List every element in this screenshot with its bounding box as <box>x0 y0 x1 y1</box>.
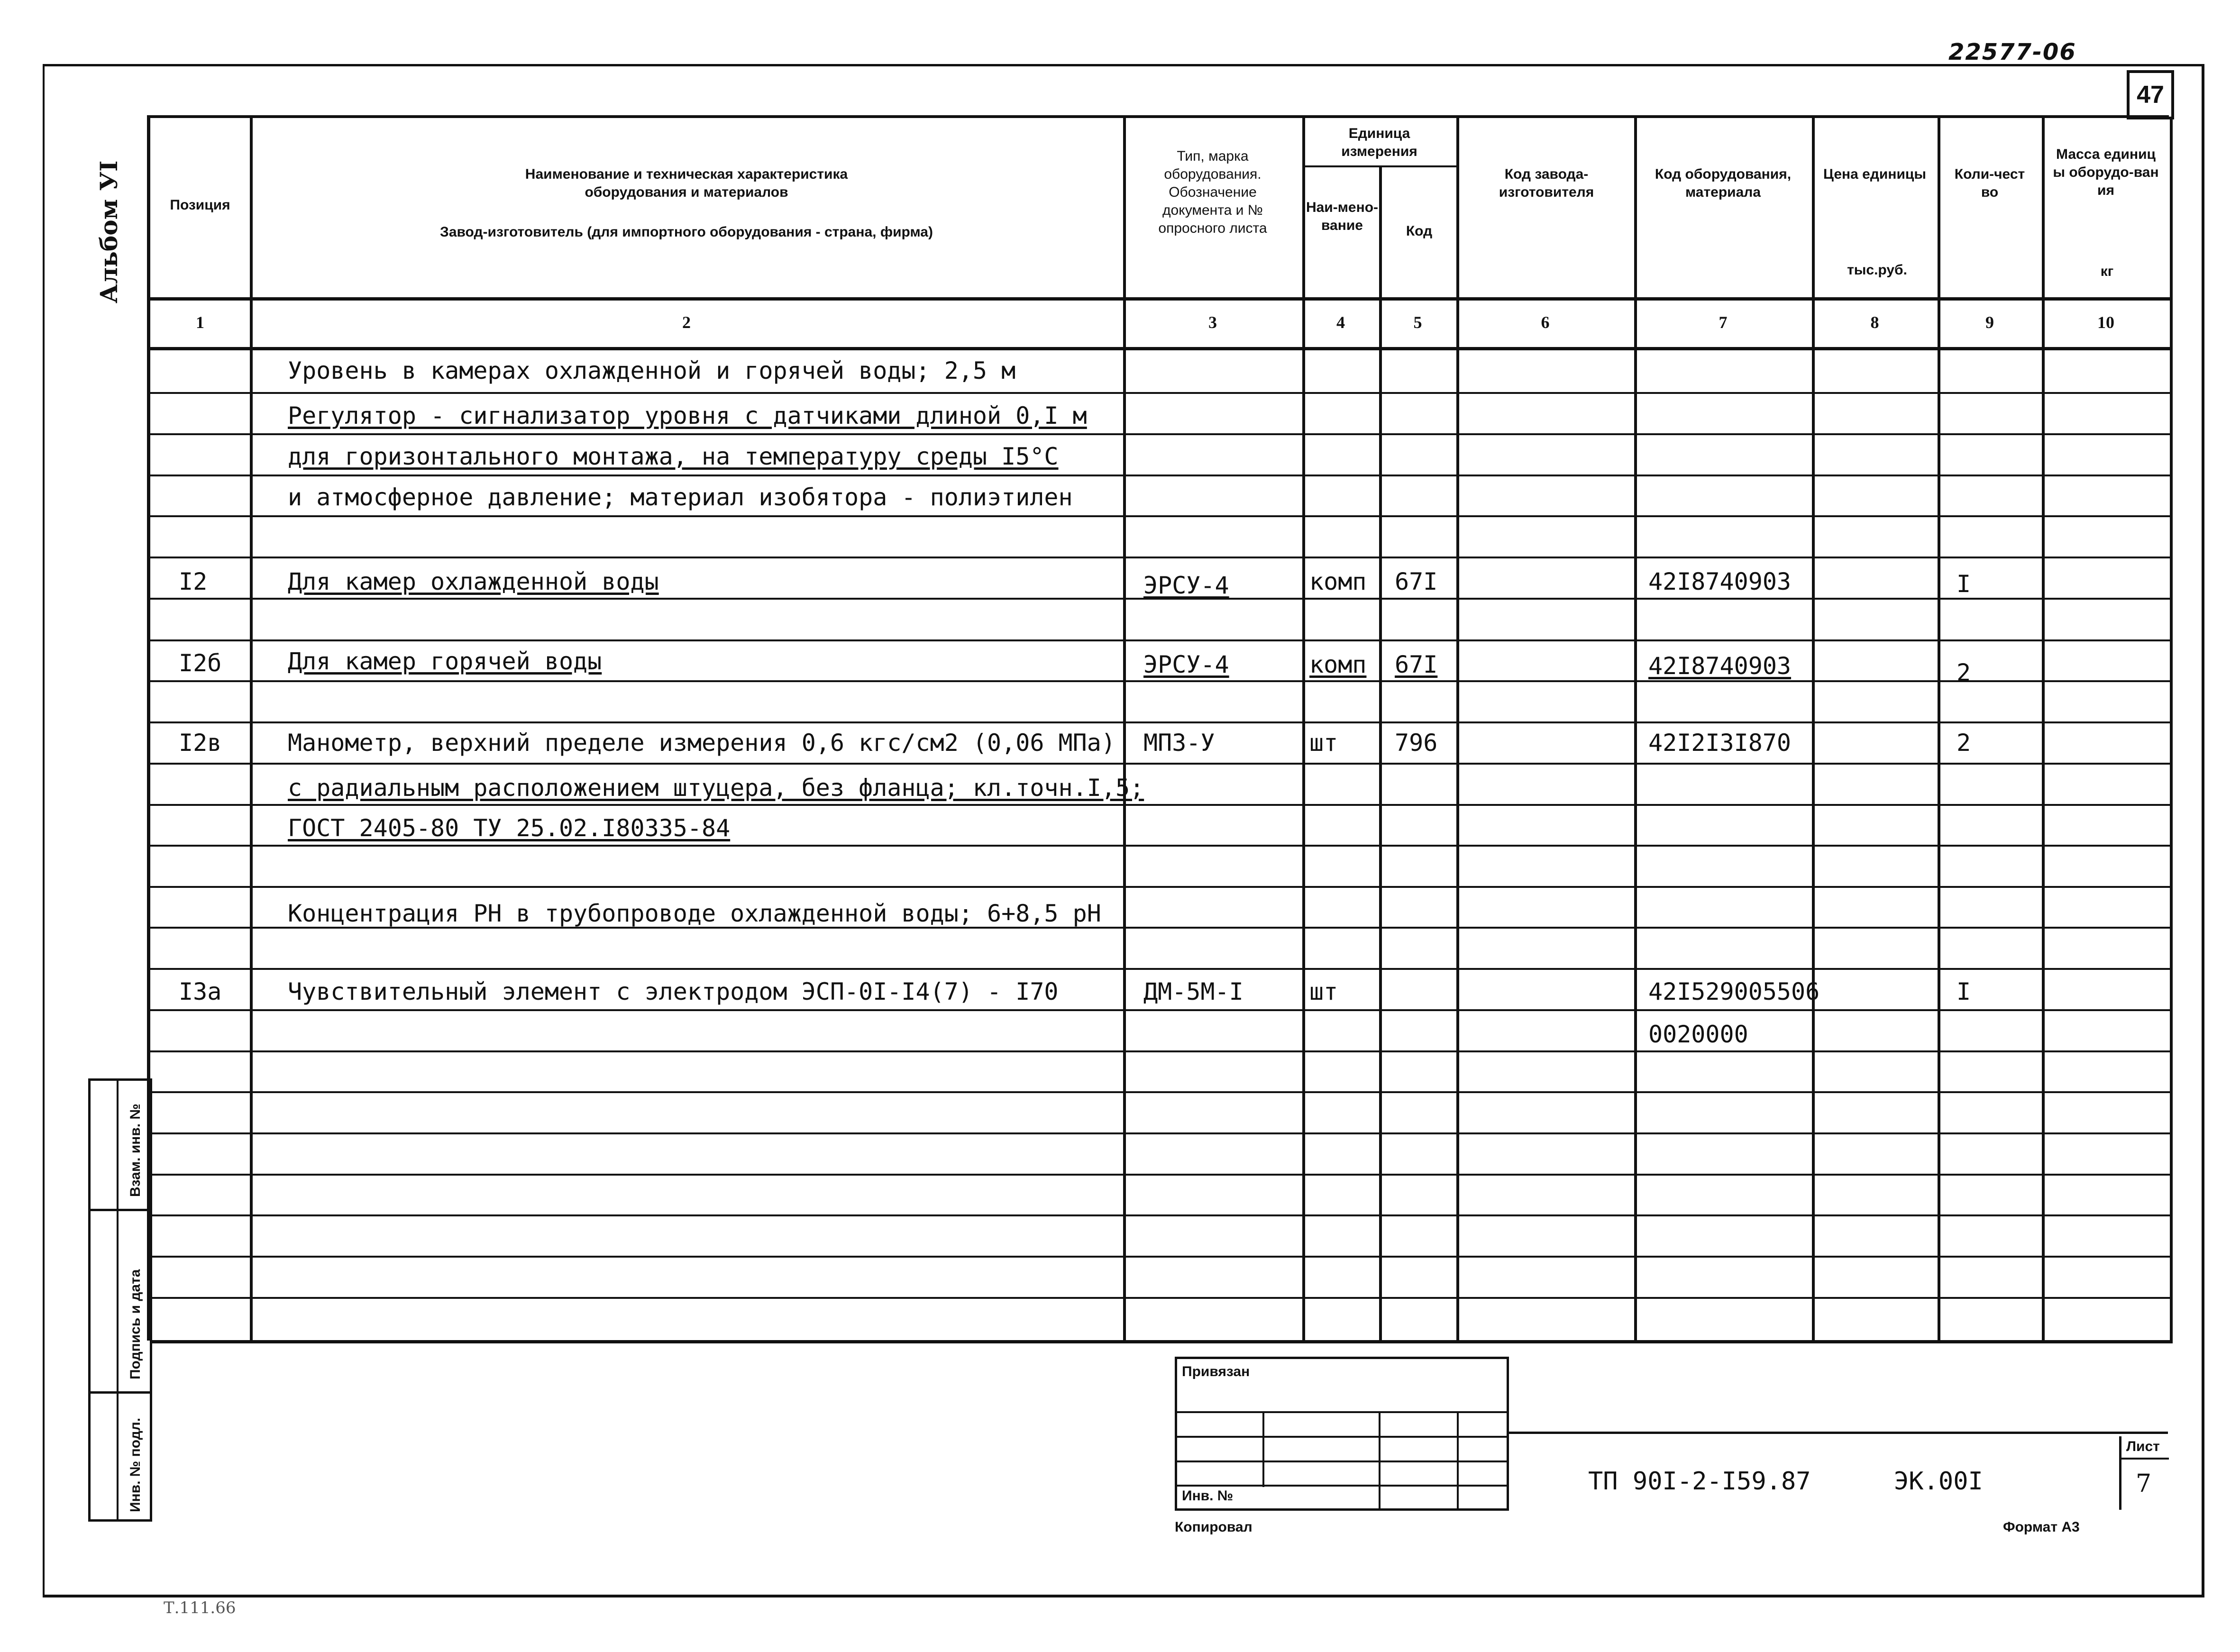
inventory-label: Инв. № <box>1182 1488 1234 1504</box>
header-unit-group: Единица измерения <box>1341 126 1417 159</box>
row-equipment-code: 0020000 <box>1648 1021 1748 1048</box>
column-number: 10 <box>2097 313 2114 332</box>
col-divider <box>1302 118 1305 1343</box>
row-position: I2в <box>179 729 222 757</box>
col-divider <box>1634 118 1637 1343</box>
header-name-line3: Завод-изготовитель (для импортного оборудования - страна, фирма) <box>440 224 933 240</box>
bound-block <box>1175 1357 1509 1511</box>
header-mass: Масса единицы оборудо-вания <box>2053 146 2159 198</box>
sheet-block <box>2119 1436 2168 1510</box>
header-equipment-code: Код оборудования, материала <box>1655 166 1792 200</box>
column-number: 1 <box>196 313 204 332</box>
row-name: ГОСТ 2405-80 ТУ 25.02.I80335-84 <box>288 814 731 842</box>
header-factory-code: Код завода-изготовителя <box>1499 166 1594 200</box>
row-type: ЭРСУ-4 <box>1143 651 1229 678</box>
row-unit-code: 67I <box>1395 568 1438 595</box>
row-name: Регулятор - сигнализатор уровня с датчиками длиной 0,I м <box>288 402 1087 429</box>
col-divider <box>1379 165 1382 1343</box>
col-divider <box>1123 118 1126 1343</box>
stamp-label-replacement: Взам. инв. № <box>128 1104 143 1197</box>
column-number: 9 <box>1985 313 1994 332</box>
row-type: МПЗ-У <box>1143 729 1215 757</box>
column-number: 4 <box>1336 313 1345 332</box>
row-equipment-code: 42I8740903 <box>1648 652 1792 680</box>
footer-mark: Т.111.66 <box>164 1598 236 1617</box>
number-row-divider <box>150 347 2172 350</box>
sheet-number: 7 <box>2136 1469 2152 1498</box>
header-price: Цена единицы <box>1823 166 1926 182</box>
specification-table <box>147 115 2169 1341</box>
copied-label: Копировал <box>1175 1519 1253 1535</box>
column-number: 7 <box>1719 313 1728 332</box>
row-name: Для камер охлажденной воды <box>288 568 659 595</box>
header-divider <box>150 297 2172 301</box>
column-number: 2 <box>682 313 691 332</box>
header-name-line1: Наименование и техническая характеристика <box>525 166 848 182</box>
stamp-label-inventory: Инв. № подл. <box>128 1417 143 1512</box>
row-quantity: 2 <box>1957 729 1971 757</box>
title-divider <box>1509 1432 2168 1434</box>
header-type: Тип, марка оборудования. Обозначение документа и № опросного листа <box>1158 148 1267 236</box>
header-name-line2: оборудования и материалов <box>585 184 788 200</box>
header-position: Позиция <box>170 197 230 213</box>
designation: ТП 90I-2-I59.87 <box>1588 1467 1811 1496</box>
row-equipment-code: 42I2I3I870 <box>1648 729 1792 757</box>
column-number: 5 <box>1413 313 1422 332</box>
row-position: I2б <box>179 649 222 677</box>
column-number: 8 <box>1870 313 1879 332</box>
row-name: и атмосферное давление; материал изобятора - полиэтилен <box>288 484 1073 511</box>
col-divider <box>250 118 253 1343</box>
row-position: I3а <box>179 978 222 1005</box>
row-unit: шт <box>1309 978 1338 1005</box>
row-name: для горизонтального монтажа, на температуру среды I5°С <box>288 443 1059 470</box>
row-name: Концентрация РН в трубопроводе охлажденной воды; 6+8,5 рН <box>288 900 1101 927</box>
album-label: Альбом УI <box>95 160 123 303</box>
bound-label: Привязан <box>1182 1364 1250 1379</box>
row-unit-code: 796 <box>1395 729 1438 757</box>
row-quantity: I <box>1957 978 1971 1005</box>
row-name: с радиальным расположением штуцера, без фланца; кл.точн.I,5; <box>288 774 1144 802</box>
header-unit-name: Наи-мено-вание <box>1306 200 1379 233</box>
sheet-label: Лист <box>2126 1439 2160 1454</box>
row-unit-code: 67I <box>1395 651 1438 678</box>
unit-group-divider <box>1302 165 1456 167</box>
row-quantity: I <box>1957 570 1971 598</box>
row-unit: комп <box>1309 651 1367 678</box>
col-divider <box>1812 118 1815 1343</box>
col-divider <box>1456 118 1459 1343</box>
row-name: Уровень в камерах охлажденной и горячей воды; 2,5 м <box>288 357 1016 384</box>
designation-code: ЭК.00I <box>1894 1467 1983 1496</box>
stamp-label-signature: Подпись и дата <box>128 1269 143 1379</box>
row-position: I2 <box>179 568 208 595</box>
col-divider <box>2170 118 2173 1343</box>
row-equipment-code: 42I529005506 <box>1648 978 1820 1005</box>
row-unit: комп <box>1309 568 1367 595</box>
row-name: Для камер горячей воды <box>288 648 602 675</box>
col-divider <box>2042 118 2045 1343</box>
col-divider <box>1938 118 1940 1343</box>
header-quantity: Коли-чество <box>1954 166 2025 200</box>
row-quantity: 2 <box>1957 659 1971 686</box>
row-type: ДМ-5М-I <box>1143 978 1243 1005</box>
page-number: 47 <box>2127 70 2174 119</box>
header-unit-code: Код <box>1406 223 1433 239</box>
format-label: Формат А3 <box>2003 1519 2080 1535</box>
row-equipment-code: 42I8740903 <box>1648 568 1792 595</box>
column-number: 3 <box>1208 313 1217 332</box>
row-name: Манометр, верхний пределе измерения 0,6 кгс/см2 (0,06 МПа) <box>288 729 1115 757</box>
left-stamp <box>88 1078 152 1522</box>
row-name: Чувствительный элемент с электродом ЭСП-0I-I4(7) - I70 <box>288 978 1059 1005</box>
row-unit: шт <box>1309 729 1338 757</box>
header-price-unit: тыс.руб. <box>1847 262 1907 278</box>
column-number: 6 <box>1541 313 1550 332</box>
row-type: ЭРСУ-4 <box>1143 572 1229 599</box>
document-number: 22577-06 <box>1948 39 2076 65</box>
header-mass-unit: кг <box>2100 264 2114 279</box>
